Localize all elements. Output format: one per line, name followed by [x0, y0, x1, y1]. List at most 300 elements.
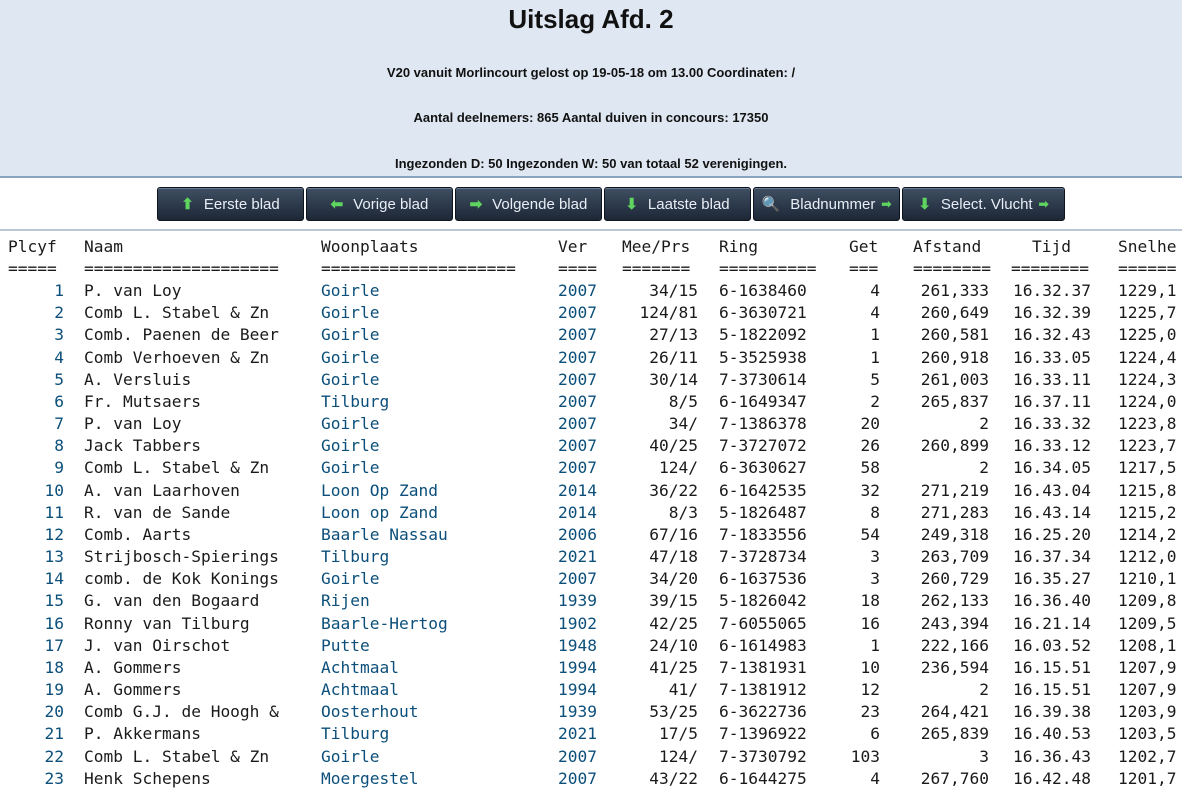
cell-place: 16 [44, 613, 64, 633]
cell-ring: 6-1644275 [719, 768, 807, 788]
cell-afstand: 260,899 [920, 436, 989, 456]
cell-tijd: 16.42.48 [1013, 768, 1091, 788]
cell-snelheid: 1207,9 [1118, 680, 1177, 700]
arrow-right-icon: ➡ [1038, 197, 1049, 211]
nav-button-label: Vorige blad [353, 195, 429, 213]
cell-naam: A. Gommers [84, 680, 182, 700]
cell-ver: 2014 [558, 502, 597, 522]
cell-woonplaats: Loon op Zand [321, 502, 438, 522]
table-row [0, 391, 1182, 413]
cell-mee-prs: 8/5 [668, 391, 698, 411]
cell-ver: 2021 [558, 547, 597, 567]
table-row [0, 347, 1182, 369]
cell-snelheid: 1224,4 [1118, 347, 1177, 367]
cell-tijd: 16.32.43 [1013, 325, 1091, 345]
cell-ring: 6-3622736 [719, 702, 807, 722]
cell-snelheid: 1203,9 [1118, 702, 1177, 722]
table-row [0, 746, 1182, 768]
cell-tijd: 16.15.51 [1013, 680, 1091, 700]
cell-ring: 7-3730614 [719, 369, 807, 389]
cell-ver: 2007 [558, 347, 597, 367]
cell-ver: 1994 [558, 680, 597, 700]
underline-ver: ==== [558, 259, 597, 278]
cell-naam: Comb L. Stabel & Zn [84, 303, 270, 323]
underline-naam: ==================== [84, 259, 279, 278]
cell-naam: comb. de Kok Konings [84, 569, 279, 589]
cell-get: 6 [870, 724, 880, 744]
cell-snelheid: 1210,1 [1118, 569, 1177, 589]
cell-snelheid: 1215,8 [1118, 480, 1177, 500]
cell-place: 13 [44, 547, 64, 567]
table-row [0, 768, 1182, 789]
cell-mee-prs: 124/ [659, 458, 698, 478]
table-row [0, 480, 1182, 502]
cell-ver: 2006 [558, 524, 597, 544]
cell-naam: Fr. Mutsaers [84, 391, 201, 411]
cell-place: 19 [44, 680, 64, 700]
cell-ver: 2007 [558, 281, 597, 300]
cell-place: 6 [54, 391, 64, 411]
cell-ver: 1902 [558, 613, 597, 633]
underline-tijd: ======== [1011, 259, 1089, 278]
cell-ring: 5-1826487 [719, 502, 807, 522]
cell-ring: 7-3730792 [719, 746, 807, 766]
cell-afstand: 271,219 [920, 480, 989, 500]
nav-button-label: Select. Vlucht [940, 195, 1033, 213]
cell-tijd: 16.36.40 [1013, 591, 1091, 611]
cell-afstand: 2 [979, 458, 989, 478]
cell-get: 12 [860, 680, 880, 700]
cell-snelheid: 1201,7 [1118, 768, 1177, 788]
cell-place: 20 [44, 702, 64, 722]
cell-tijd: 16.32.37 [1013, 281, 1091, 300]
cell-snelheid: 1215,2 [1118, 502, 1177, 522]
cell-tijd: 16.32.39 [1013, 303, 1091, 323]
cell-snelheid: 1223,7 [1118, 436, 1177, 456]
cell-place: 4 [54, 347, 64, 367]
cell-afstand: 260,581 [920, 325, 989, 345]
cell-get: 4 [870, 768, 880, 788]
cell-ring: 7-3728734 [719, 547, 807, 567]
cell-mee-prs: 41/25 [649, 657, 698, 677]
cell-woonplaats: Goirle [321, 281, 380, 300]
cell-place: 11 [44, 502, 64, 522]
cell-ring: 6-1614983 [719, 635, 807, 655]
page-navigation [157, 187, 1067, 221]
cell-place: 17 [44, 635, 64, 655]
cell-tijd: 16.43.14 [1013, 502, 1091, 522]
cell-woonplaats: Oosterhout [321, 702, 419, 722]
cell-mee-prs: 47/18 [649, 547, 698, 567]
underline-woonplaats: ==================== [321, 259, 516, 278]
cell-snelheid: 1217,5 [1118, 458, 1177, 478]
cell-get: 4 [870, 303, 880, 323]
column-header-afstand: Afstand [913, 237, 982, 256]
table-row [0, 524, 1182, 546]
cell-mee-prs: 39/15 [649, 591, 698, 611]
cell-ver: 1994 [558, 657, 597, 677]
nav-button-label: Eerste blad [203, 195, 280, 213]
cell-snelheid: 1212,0 [1118, 547, 1177, 567]
cell-woonplaats: Moergestel [321, 768, 419, 788]
arrow-right-icon: ➡ [881, 197, 892, 211]
cell-place: 2 [54, 303, 64, 323]
cell-mee-prs: 26/11 [649, 347, 698, 367]
results-table [0, 231, 1182, 789]
cell-ver: 2007 [558, 569, 597, 589]
cell-woonplaats: Goirle [321, 347, 380, 367]
cell-snelheid: 1214,2 [1118, 524, 1177, 544]
cell-place: 21 [44, 724, 64, 744]
cell-ver: 2007 [558, 768, 597, 788]
cell-afstand: 2 [979, 414, 989, 434]
table-row [0, 324, 1182, 346]
cell-ver: 2007 [558, 369, 597, 389]
cell-mee-prs: 24/10 [649, 635, 698, 655]
cell-ver: 2007 [558, 325, 597, 345]
cell-place: 12 [44, 524, 64, 544]
cell-get: 4 [870, 281, 880, 300]
cell-mee-prs: 8/3 [668, 502, 698, 522]
nav-button-label: Laatste blad [647, 195, 730, 213]
cell-ring: 6-1649347 [719, 391, 807, 411]
column-header-place: Plcyf [8, 237, 57, 256]
cell-afstand: 2 [979, 680, 989, 700]
cell-ring: 7-1381912 [719, 680, 807, 700]
cell-get: 26 [860, 436, 880, 456]
cell-woonplaats: Goirle [321, 458, 380, 478]
cell-ring: 7-1396922 [719, 724, 807, 744]
cell-mee-prs: 67/16 [649, 524, 698, 544]
cell-get: 32 [860, 480, 880, 500]
cell-ring: 7-1381931 [719, 657, 807, 677]
cell-get: 10 [860, 657, 880, 677]
cell-afstand: 260,649 [920, 303, 989, 323]
cell-place: 18 [44, 657, 64, 677]
cell-naam: P. van Loy [84, 281, 182, 300]
cell-woonplaats: Goirle [321, 303, 380, 323]
cell-afstand: 264,421 [920, 702, 989, 722]
cell-place: 1 [54, 281, 64, 300]
cell-mee-prs: 27/13 [649, 325, 698, 345]
table-row [0, 435, 1182, 457]
column-header-snelheid: Snelhe [1118, 237, 1177, 256]
cell-get: 103 [850, 746, 880, 766]
cell-naam: A. Versluis [84, 369, 192, 389]
cell-ring: 7-3727072 [719, 436, 807, 456]
cell-ring: 5-1822092 [719, 325, 807, 345]
cell-woonplaats: Goirle [321, 746, 380, 766]
cell-naam: Comb. Aarts [84, 524, 192, 544]
report-header [0, 0, 1182, 178]
cell-afstand: 260,918 [920, 347, 989, 367]
cell-naam: Comb L. Stabel & Zn [84, 746, 270, 766]
cell-ring: 7-1833556 [719, 524, 807, 544]
cell-ver: 1939 [558, 591, 597, 611]
nav-button-label: Bladnummer [790, 195, 876, 213]
arrow-down-icon: ⬇ [625, 196, 638, 213]
cell-afstand: 263,709 [920, 547, 989, 567]
cell-mee-prs: 36/22 [649, 480, 698, 500]
cell-tijd: 16.33.32 [1013, 414, 1091, 434]
cell-get: 3 [870, 547, 880, 567]
cell-naam: Comb G.J. de Hoogh & [84, 702, 279, 722]
cell-snelheid: 1203,5 [1118, 724, 1177, 744]
cell-naam: Comb Verhoeven & Zn [84, 347, 270, 367]
cell-tijd: 16.33.12 [1013, 436, 1091, 456]
table-row [0, 280, 1182, 302]
cell-tijd: 16.15.51 [1013, 657, 1091, 677]
cell-woonplaats: Baarle Nassau [321, 524, 448, 544]
underline-afstand: ======== [913, 259, 991, 278]
cell-afstand: 271,283 [920, 502, 989, 522]
cell-place: 15 [44, 591, 64, 611]
cell-get: 8 [870, 502, 880, 522]
cell-naam: Comb L. Stabel & Zn [84, 458, 270, 478]
cell-naam: Ronny van Tilburg [84, 613, 250, 633]
header-underline [0, 258, 1182, 280]
cell-ring: 6-1637536 [719, 569, 807, 589]
cell-get: 1 [870, 347, 880, 367]
cell-ring: 6-1638460 [719, 281, 807, 300]
table-row [0, 302, 1182, 324]
cell-ver: 2007 [558, 414, 597, 434]
cell-woonplaats: Goirle [321, 414, 380, 434]
cell-afstand: 260,729 [920, 569, 989, 589]
cell-place: 14 [44, 569, 64, 589]
table-row [0, 413, 1182, 435]
cell-tijd: 16.03.52 [1013, 635, 1091, 655]
cell-afstand: 265,837 [920, 391, 989, 411]
download-icon: ⬇ [918, 196, 931, 213]
cell-naam: J. van Oirschot [84, 635, 231, 655]
cell-mee-prs: 34/20 [649, 569, 698, 589]
arrow-up-icon: ⬆ [181, 196, 194, 213]
flight-info: V20 vanuit Morlincourt gelost op 19-05-18 om 13.00 Coordinaten: / [386, 65, 796, 80]
cell-ring: 6-3630627 [719, 458, 807, 478]
table-row [0, 701, 1182, 723]
vorige-blad-button[interactable] [306, 187, 453, 221]
cell-mee-prs: 124/ [659, 746, 698, 766]
table-row [0, 568, 1182, 590]
cell-afstand: 249,318 [920, 524, 989, 544]
cell-woonplaats: Loon Op Zand [321, 480, 438, 500]
cell-naam: Comb. Paenen de Beer [84, 325, 279, 345]
cell-woonplaats: Tilburg [321, 724, 390, 744]
underline-ring: ========== [719, 259, 817, 278]
cell-ver: 1948 [558, 635, 597, 655]
cell-woonplaats: Goirle [321, 369, 380, 389]
cell-snelheid: 1209,5 [1118, 613, 1177, 633]
cell-naam: G. van den Bogaard [84, 591, 260, 611]
cell-mee-prs: 41/ [668, 680, 698, 700]
cell-tijd: 16.36.43 [1013, 746, 1091, 766]
bladnummer-button[interactable] [753, 187, 900, 221]
cell-tijd: 16.35.27 [1013, 569, 1091, 589]
cell-ver: 2021 [558, 724, 597, 744]
cell-ver: 2007 [558, 391, 597, 411]
cell-snelheid: 1229,1 [1118, 281, 1177, 300]
cell-afstand: 3 [979, 746, 989, 766]
cell-snelheid: 1223,8 [1118, 414, 1177, 434]
cell-mee-prs: 34/15 [649, 281, 698, 300]
cell-woonplaats: Goirle [321, 325, 380, 345]
cell-naam: Strijbosch-Spierings [84, 547, 279, 567]
cell-place: 9 [54, 458, 64, 478]
submissions-info: Ingezonden D: 50 Ingezonden W: 50 van totaal 52 verenigingen. [395, 156, 787, 171]
cell-ring: 7-1386378 [719, 414, 807, 434]
cell-tijd: 16.21.14 [1013, 613, 1091, 633]
cell-ring: 7-6055065 [719, 613, 807, 633]
cell-place: 7 [54, 414, 64, 434]
table-row [0, 723, 1182, 745]
cell-ver: 2007 [558, 436, 597, 456]
cell-tijd: 16.37.11 [1013, 391, 1091, 411]
cell-ver: 2007 [558, 458, 597, 478]
cell-get: 1 [870, 325, 880, 345]
cell-get: 18 [860, 591, 880, 611]
cell-ver: 2007 [558, 746, 597, 766]
cell-afstand: 267,760 [920, 768, 989, 788]
select-vlucht-button[interactable] [902, 187, 1065, 221]
cell-ver: 2007 [558, 303, 597, 323]
cell-afstand: 261,333 [920, 281, 989, 300]
cell-mee-prs: 43/22 [649, 768, 698, 788]
cell-mee-prs: 53/25 [649, 702, 698, 722]
cell-get: 1 [870, 635, 880, 655]
table-row [0, 546, 1182, 568]
cell-ver: 2014 [558, 480, 597, 500]
cell-get: 5 [870, 369, 880, 389]
cell-naam: P. van Loy [84, 414, 182, 434]
underline-snelheid: ====== [1118, 259, 1177, 278]
cell-ring: 6-3630721 [719, 303, 807, 323]
cell-tijd: 16.34.05 [1013, 458, 1091, 478]
cell-tijd: 16.39.38 [1013, 702, 1091, 722]
column-header-tijd: Tijd [1032, 237, 1071, 256]
search-icon: 🔍 [761, 196, 781, 213]
cell-tijd: 16.37.34 [1013, 547, 1091, 567]
cell-naam: Henk Schepens [84, 768, 211, 788]
cell-snelheid: 1224,0 [1118, 391, 1177, 411]
table-row [0, 679, 1182, 701]
cell-woonplaats: Rijen [321, 591, 370, 611]
cell-naam: Jack Tabbers [84, 436, 201, 456]
cell-naam: P. Akkermans [84, 724, 201, 744]
table-row [0, 502, 1182, 524]
cell-naam: A. Gommers [84, 657, 182, 677]
cell-get: 3 [870, 569, 880, 589]
cell-place: 23 [44, 768, 64, 788]
cell-afstand: 236,594 [920, 657, 989, 677]
cell-woonplaats: Tilburg [321, 547, 390, 567]
cell-place: 5 [54, 369, 64, 389]
table-row [0, 613, 1182, 635]
cell-afstand: 261,003 [920, 369, 989, 389]
cell-woonplaats: Achtmaal [321, 657, 399, 677]
cell-snelheid: 1202,7 [1118, 746, 1177, 766]
cell-naam: R. van de Sande [84, 502, 231, 522]
cell-tijd: 16.33.05 [1013, 347, 1091, 367]
arrow-left-icon: ⬅ [330, 196, 344, 213]
cell-mee-prs: 42/25 [649, 613, 698, 633]
laatste-blad-button[interactable] [604, 187, 751, 221]
cell-mee-prs: 30/14 [649, 369, 698, 389]
column-header-get: Get [849, 237, 879, 256]
cell-tijd: 16.25.20 [1013, 524, 1091, 544]
cell-mee-prs: 17/5 [659, 724, 698, 744]
page-title: Uitslag Afd. 2 [508, 4, 674, 34]
cell-woonplaats: Goirle [321, 569, 380, 589]
cell-woonplaats: Tilburg [321, 391, 390, 411]
cell-afstand: 243,394 [920, 613, 989, 633]
cell-mee-prs: 124/81 [639, 303, 698, 323]
volgende-blad-button[interactable] [455, 187, 602, 221]
cell-get: 23 [860, 702, 880, 722]
cell-get: 2 [870, 391, 880, 411]
cell-snelheid: 1225,7 [1118, 303, 1177, 323]
column-header-ver: Ver [558, 237, 588, 256]
cell-snelheid: 1208,1 [1118, 635, 1177, 655]
cell-afstand: 222,166 [920, 635, 989, 655]
cell-woonplaats: Achtmaal [321, 680, 399, 700]
table-row [0, 369, 1182, 391]
cell-get: 58 [860, 458, 880, 478]
nav-button-label: Volgende blad [492, 195, 588, 213]
cell-place: 22 [44, 746, 64, 766]
cell-place: 3 [54, 325, 64, 345]
cell-get: 20 [860, 414, 880, 434]
table-header [0, 236, 1182, 258]
cell-ver: 1939 [558, 702, 597, 722]
cell-tijd: 16.40.53 [1013, 724, 1091, 744]
cell-snelheid: 1209,8 [1118, 591, 1177, 611]
cell-ring: 5-3525938 [719, 347, 807, 367]
cell-ring: 5-1826042 [719, 591, 807, 611]
cell-woonplaats: Goirle [321, 436, 380, 456]
cell-place: 8 [54, 436, 64, 456]
cell-afstand: 265,839 [920, 724, 989, 744]
participants-info: Aantal deelnemers: 865 Aantal duiven in concours: 17350 [413, 110, 769, 125]
underline-get: === [849, 259, 879, 278]
cell-afstand: 262,133 [920, 591, 989, 611]
underline-mee-prs: ======= [622, 259, 691, 278]
table-row [0, 590, 1182, 612]
column-header-mee-prs: Mee/Prs [622, 237, 691, 256]
cell-tijd: 16.43.04 [1013, 480, 1091, 500]
cell-woonplaats: Putte [321, 635, 370, 655]
cell-get: 54 [860, 524, 880, 544]
arrow-right-icon: ➡ [469, 196, 483, 213]
cell-snelheid: 1224,3 [1118, 369, 1177, 389]
cell-naam: A. van Laarhoven [84, 480, 240, 500]
cell-mee-prs: 40/25 [649, 436, 698, 456]
column-header-woonplaats: Woonplaats [321, 237, 419, 256]
cell-woonplaats: Baarle-Hertog [321, 613, 448, 633]
cell-tijd: 16.33.11 [1013, 369, 1091, 389]
eerste-blad-button[interactable] [157, 187, 304, 221]
table-row [0, 457, 1182, 479]
underline-place: ===== [8, 259, 57, 278]
table-row [0, 635, 1182, 657]
column-header-ring: Ring [719, 237, 758, 256]
cell-ring: 6-1642535 [719, 480, 807, 500]
cell-get: 16 [860, 613, 880, 633]
cell-mee-prs: 34/ [668, 414, 698, 434]
cell-snelheid: 1225,0 [1118, 325, 1177, 345]
table-row [0, 657, 1182, 679]
cell-snelheid: 1207,9 [1118, 657, 1177, 677]
